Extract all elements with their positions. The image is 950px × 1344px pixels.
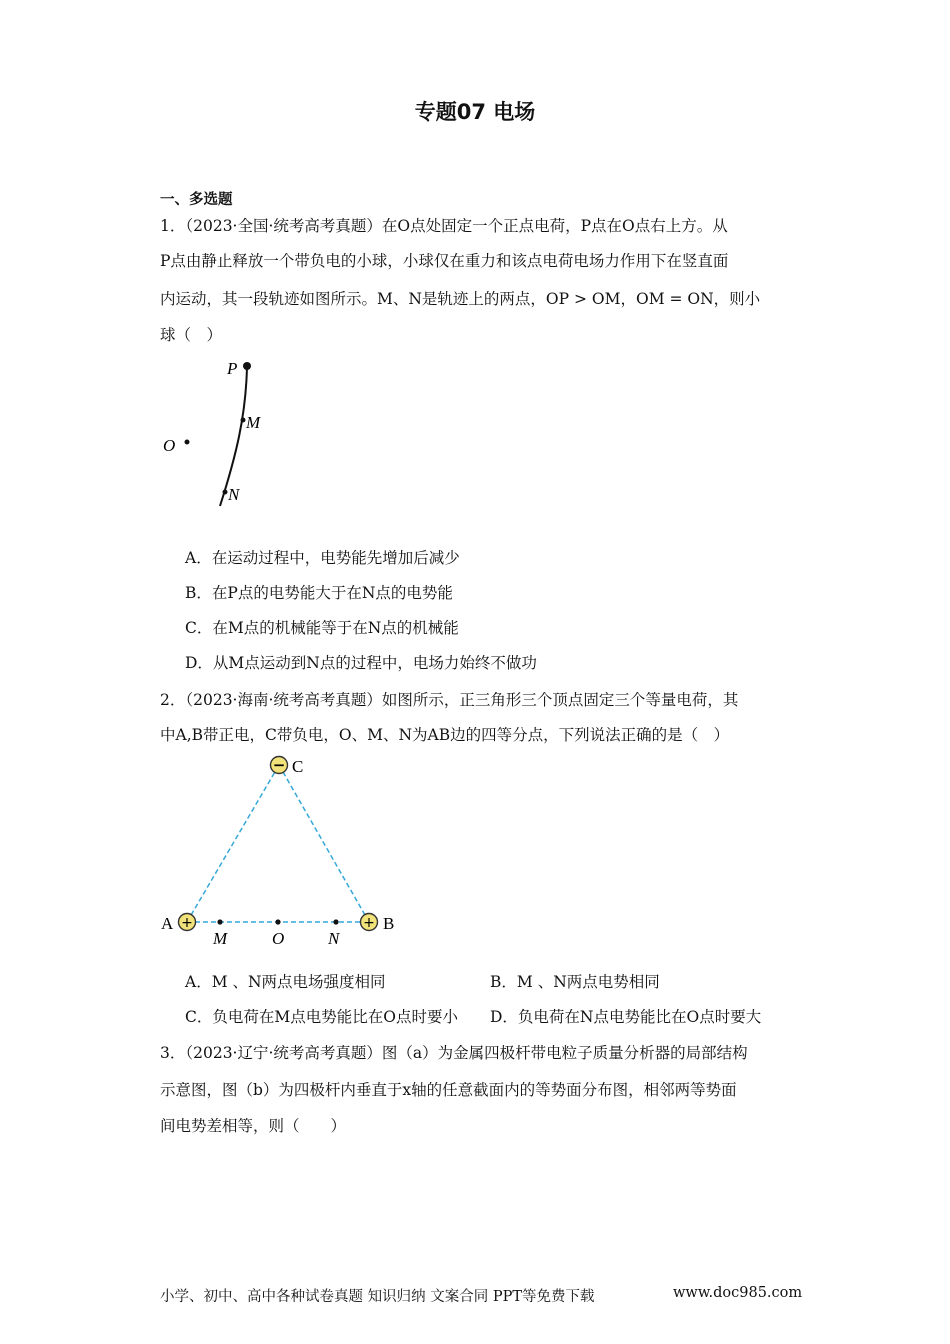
q1-option-c: C．在M点的机械能等于在N点的机械能 bbox=[185, 619, 459, 637]
side-ac bbox=[187, 765, 279, 922]
label-p: P bbox=[227, 359, 238, 378]
label-b: B bbox=[383, 914, 395, 933]
point-o-dot bbox=[185, 440, 190, 445]
side-cb bbox=[279, 765, 369, 922]
section-heading: 一、多选题 bbox=[160, 192, 233, 208]
q1-line-4: 球（ ） bbox=[160, 326, 223, 344]
q1-option-d: D．从M点运动到N点的过程中，电场力始终不做功 bbox=[185, 654, 537, 672]
plus-icon: + bbox=[181, 915, 193, 931]
page-title: 专题07 电场 bbox=[414, 100, 536, 124]
q3-line-3: 间电势差相等，则（ ） bbox=[160, 1117, 347, 1135]
label-m: M bbox=[246, 413, 261, 432]
q2-line-1: 2．（2023·海南·统考高考真题）如图所示，正三角形三个顶点固定三个等量电荷，其 bbox=[160, 691, 739, 709]
point-o-dot bbox=[275, 919, 280, 924]
q1-line-1: 1．（2023·全国·统考高考真题）在O点处固定一个正点电荷，P点在O点右上方。从 bbox=[160, 217, 728, 235]
q2-option-c: C．负电荷在M点电势能比在O点时要小 bbox=[185, 1008, 458, 1026]
label-o: O bbox=[272, 929, 285, 948]
q1-trajectory-figure bbox=[160, 356, 290, 506]
q1-option-a: A．在运动过程中，电势能先增加后减少 bbox=[185, 549, 460, 567]
q1-line-3: 内运动，其一段轨迹如图所示。M、N是轨迹上的两点，OP > OM，OM = ON，则小 bbox=[160, 290, 761, 308]
q1-option-b: B．在P点的电势能大于在N点的电势能 bbox=[185, 584, 453, 602]
q2-option-b: B．M 、N两点电势相同 bbox=[490, 973, 660, 991]
q2-option-d: D．负电荷在N点电势能比在O点时要大 bbox=[490, 1008, 762, 1026]
point-m-dot bbox=[241, 418, 246, 423]
minus-icon: − bbox=[272, 756, 286, 774]
q2-line-2: 中A,B带正电，C带负电，O、M、N为AB边的四等分点，下列说法正确的是（ ） bbox=[160, 726, 730, 744]
label-m: M bbox=[213, 929, 228, 948]
point-n-dot bbox=[333, 919, 338, 924]
footer-text: 小学、初中、高中各种试卷真题 知识归纳 文案合同 PPT等免费下载 bbox=[160, 1289, 595, 1305]
point-p-dot bbox=[243, 362, 251, 370]
point-n-dot bbox=[223, 490, 228, 495]
q2-triangle-figure bbox=[155, 752, 405, 952]
footer bbox=[160, 1285, 803, 1306]
label-a: A bbox=[161, 914, 174, 933]
q3-line-1: 3．（2023·辽宁·统考高考真题）图（a）为金属四极杆带电粒子质量分析器的局部结构 bbox=[160, 1044, 748, 1062]
label-o: O bbox=[163, 436, 176, 455]
q1-line-2: P点由静止释放一个带负电的小球，小球仅在重力和该点电荷电场力作用下在竖直面 bbox=[160, 252, 729, 270]
label-n: N bbox=[328, 929, 340, 948]
q2-option-a: A．M 、N两点电场强度相同 bbox=[185, 973, 386, 991]
q3-line-2: 示意图，图（b）为四极杆内垂直于x轴的任意截面内的等势面分布图，相邻两等势面 bbox=[160, 1081, 737, 1099]
point-m-dot bbox=[217, 919, 222, 924]
label-c: C bbox=[292, 757, 304, 776]
label-n: N bbox=[228, 485, 240, 504]
footer-url-link[interactable]: www.doc985.com bbox=[673, 1285, 803, 1301]
plus-icon: + bbox=[363, 915, 375, 931]
